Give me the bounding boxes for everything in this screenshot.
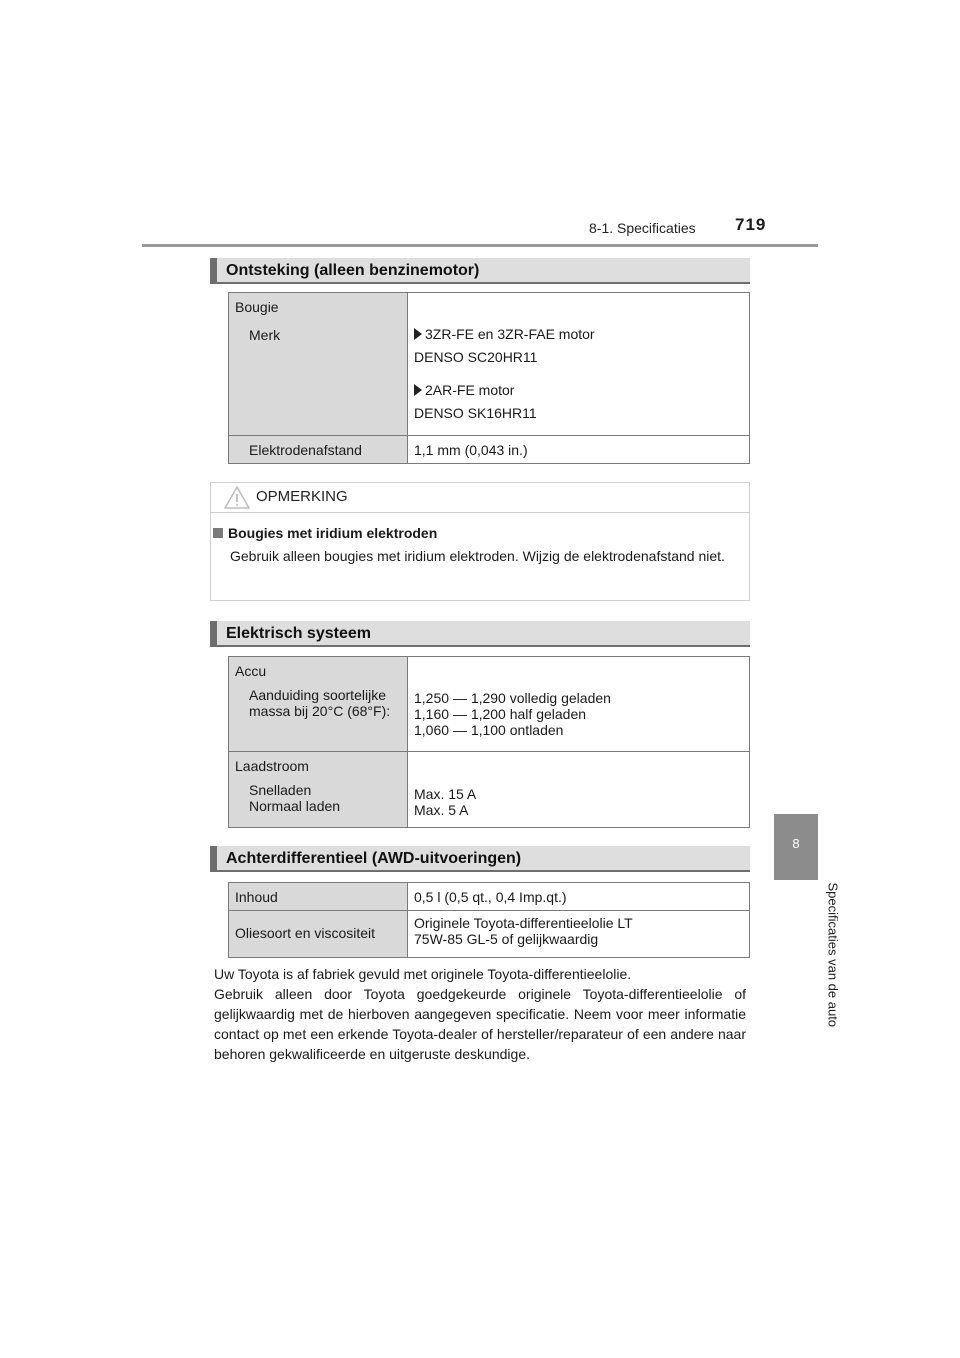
body-paragraph	[214, 964, 746, 1064]
table-row	[229, 752, 750, 828]
ignition-table	[228, 292, 750, 464]
value-cell	[408, 911, 750, 958]
label-cell	[229, 911, 408, 958]
notice-box	[210, 482, 750, 601]
warning-icon	[224, 486, 250, 509]
density-label-line2: massa bij 20°C (68°F):	[249, 703, 391, 719]
capacity-value: 0,5 l (0,5 qt., 0,4 Imp.qt.)	[414, 889, 567, 905]
normal-charge-value: Max. 5 A	[414, 802, 469, 818]
oil-value-line1: Originele Toyota-differentieelolie LT	[414, 915, 633, 931]
gap-label: Elektrodenafstand	[249, 442, 362, 458]
body-line: Uw Toyota is af fabriek gevuld met originele Toyota-differentieelolie.	[214, 966, 632, 982]
electrical-table	[228, 656, 750, 828]
differential-table	[228, 882, 750, 958]
fast-charge-label: Snelladen	[249, 782, 312, 798]
table-row	[229, 436, 750, 464]
label-cell	[229, 436, 408, 464]
arrow-right-icon	[414, 328, 422, 340]
brand-label: Merk	[249, 327, 281, 343]
spark-plug-a: DENSO SC20HR11	[414, 349, 538, 365]
notice-header	[211, 483, 749, 513]
table-row	[229, 293, 750, 436]
spark-plug-label: Bougie	[235, 299, 279, 315]
label-cell	[229, 883, 408, 911]
value-cell	[408, 657, 750, 752]
value-cell	[408, 752, 750, 828]
section-title-ignition: Ontsteking (alleen benzinemotor)	[210, 258, 750, 284]
table-row	[229, 883, 750, 911]
section-heading: 8-1. Specificaties	[589, 220, 696, 236]
value-cell	[408, 293, 750, 436]
density-value: 1,160 — 1,200 half geladen	[414, 706, 587, 722]
table-row	[229, 911, 750, 958]
section-title-electrical: Elektrisch systeem	[210, 621, 750, 647]
chapter-tab-number: 8	[774, 814, 818, 880]
value-cell	[408, 436, 750, 464]
spark-plug-b: DENSO SK16HR11	[414, 405, 537, 421]
chapter-tab-label: Specificaties van de auto	[825, 882, 841, 1028]
square-bullet-icon	[213, 528, 223, 538]
fast-charge-value: Max. 15 A	[414, 786, 477, 802]
chapter-tab	[818, 880, 842, 1080]
capacity-label: Inhoud	[235, 889, 278, 905]
table-row	[229, 657, 750, 752]
engine-variant-b: 2AR-FE motor	[408, 365, 749, 398]
label-cell	[229, 293, 408, 436]
header-divider	[142, 244, 818, 247]
value-cell	[408, 883, 750, 911]
body-line: Gebruik alleen door Toyota goedgekeurde originele Toyota-differentieelolie of gelijkwaardig met de hierboven aangegeven specificatie. Neem voor meer informatie contact op met een erkende Toyota-dealer of hersteller/reparateur of een andere naar behoren gekwalificeerde en uitgeruste deskundige.	[214, 986, 746, 1062]
notice-title: OPMERKING	[256, 488, 348, 505]
page-number: 719	[735, 215, 767, 234]
oil-value-line2: 75W-85 GL-5 of gelijkwaardig	[414, 931, 599, 947]
engine-variant-a: 3ZR-FE en 3ZR-FAE motor	[408, 293, 749, 342]
notice-subtitle: Bougies met iridium elektroden	[213, 525, 437, 541]
battery-label: Accu	[235, 663, 267, 679]
arrow-right-icon	[414, 384, 422, 396]
normal-charge-label: Normaal laden	[249, 798, 341, 814]
notice-text: Gebruik alleen bougies met iridium elektroden. Wijzig de elektrodenafstand niet.	[230, 548, 725, 564]
density-label-line1: Aanduiding soortelijke	[249, 687, 386, 703]
charge-label: Laadstroom	[235, 758, 309, 774]
gap-value: 1,1 mm (0,043 in.)	[414, 442, 528, 458]
oil-label: Oliesoort en viscositeit	[235, 925, 376, 941]
label-cell	[229, 657, 408, 752]
label-cell	[229, 752, 408, 828]
density-value: 1,060 — 1,100 ontladen	[414, 722, 564, 738]
density-value: 1,250 — 1,290 volledig geladen	[414, 690, 611, 706]
section-title-differential: Achterdifferentieel (AWD-uitvoeringen)	[210, 846, 750, 872]
